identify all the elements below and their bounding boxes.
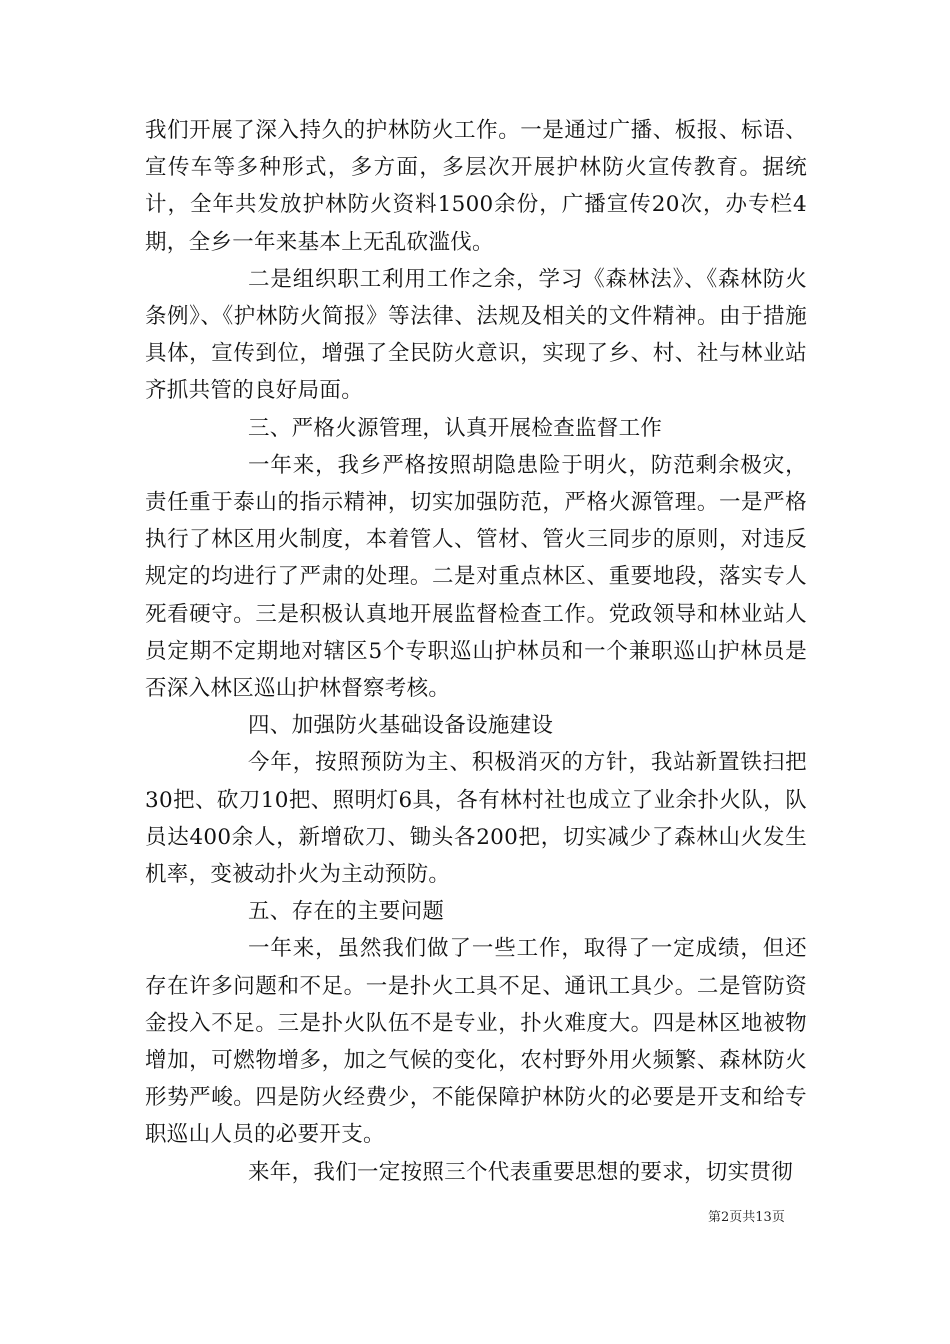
document-body [145,112,807,1191]
paragraph-fire-source: 一年来，我乡严格按照胡隐患险于明火，防范剩余极灾，责任重于泰山的指示精神，切实加强防范，严格火源管理。一是严格执行了林区用火制度，本着管人、管材、管火三同步的原则，对违反规定的均进行了严肃的处理。二是对重点林区、重要地段，落实专人死看硬守。三是积极认真地开展监督检查工作。党政领导和林业站人员定期不定期地对辖区5个专职巡山护林员和一个兼职巡山护林员是否深入林区巡山护林督察考核。 [145,452,807,702]
paragraph-infrastructure: 今年，按照预防为主、积极消灭的方针，我站新置铁扫把30把、砍刀10把、照明灯6具，各有林村社也成立了业余扑火队，队员达400余人，新增砍刀、锄头各200把，切实减少了森林山火发生机率，变被动扑火为主动预防。 [145,750,807,888]
section-heading-fire-source: 三、严格火源管理，认真开展检查监督工作 [248,415,663,441]
section-heading-infrastructure: 四、加强防火基础设备设施建设 [248,713,554,739]
page-number-footer: 第2页共13页 [708,1210,785,1225]
paragraph-publicity: 我们开展了深入持久的护林防火工作。一是通过广播、板报、标语、宣传车等多种形式，多方面，多层次开展护林防火宣传教育。据统计，全年共发放护林防火资料1500余份，广播宣传20次，办专栏4期，全乡一年来基本上无乱砍滥伐。 [145,118,807,255]
paragraph-study-laws: 二是组织职工利用工作之余，学习《森林法》、《森林防火条例》、《护林防火简报》等法律、法规及相关的文件精神。由于措施具体，宣传到位，增强了全民防火意识，实现了乡、村、社与林业站齐抓共管的良好局面。 [145,266,807,404]
section-heading-problems: 五、存在的主要问题 [248,899,445,925]
paragraph-next-year: 来年，我们一定按照三个代表重要思想的要求，切实贯彻 [248,1159,794,1185]
paragraph-problems: 一年来，虽然我们做了一些工作，取得了一定成绩，但还存在许多问题和不足。一是扑火工具不足、通讯工具少。二是管防资金投入不足。三是扑火队伍不是专业，扑火难度大。四是林区地被物增加，可燃物增多，加之气候的变化，农村野外用火频繁、森林防火形势严峻。四是防火经费少，不能保障护林防火的必要是开支和给专职巡山人员的必要开支。 [145,936,807,1148]
